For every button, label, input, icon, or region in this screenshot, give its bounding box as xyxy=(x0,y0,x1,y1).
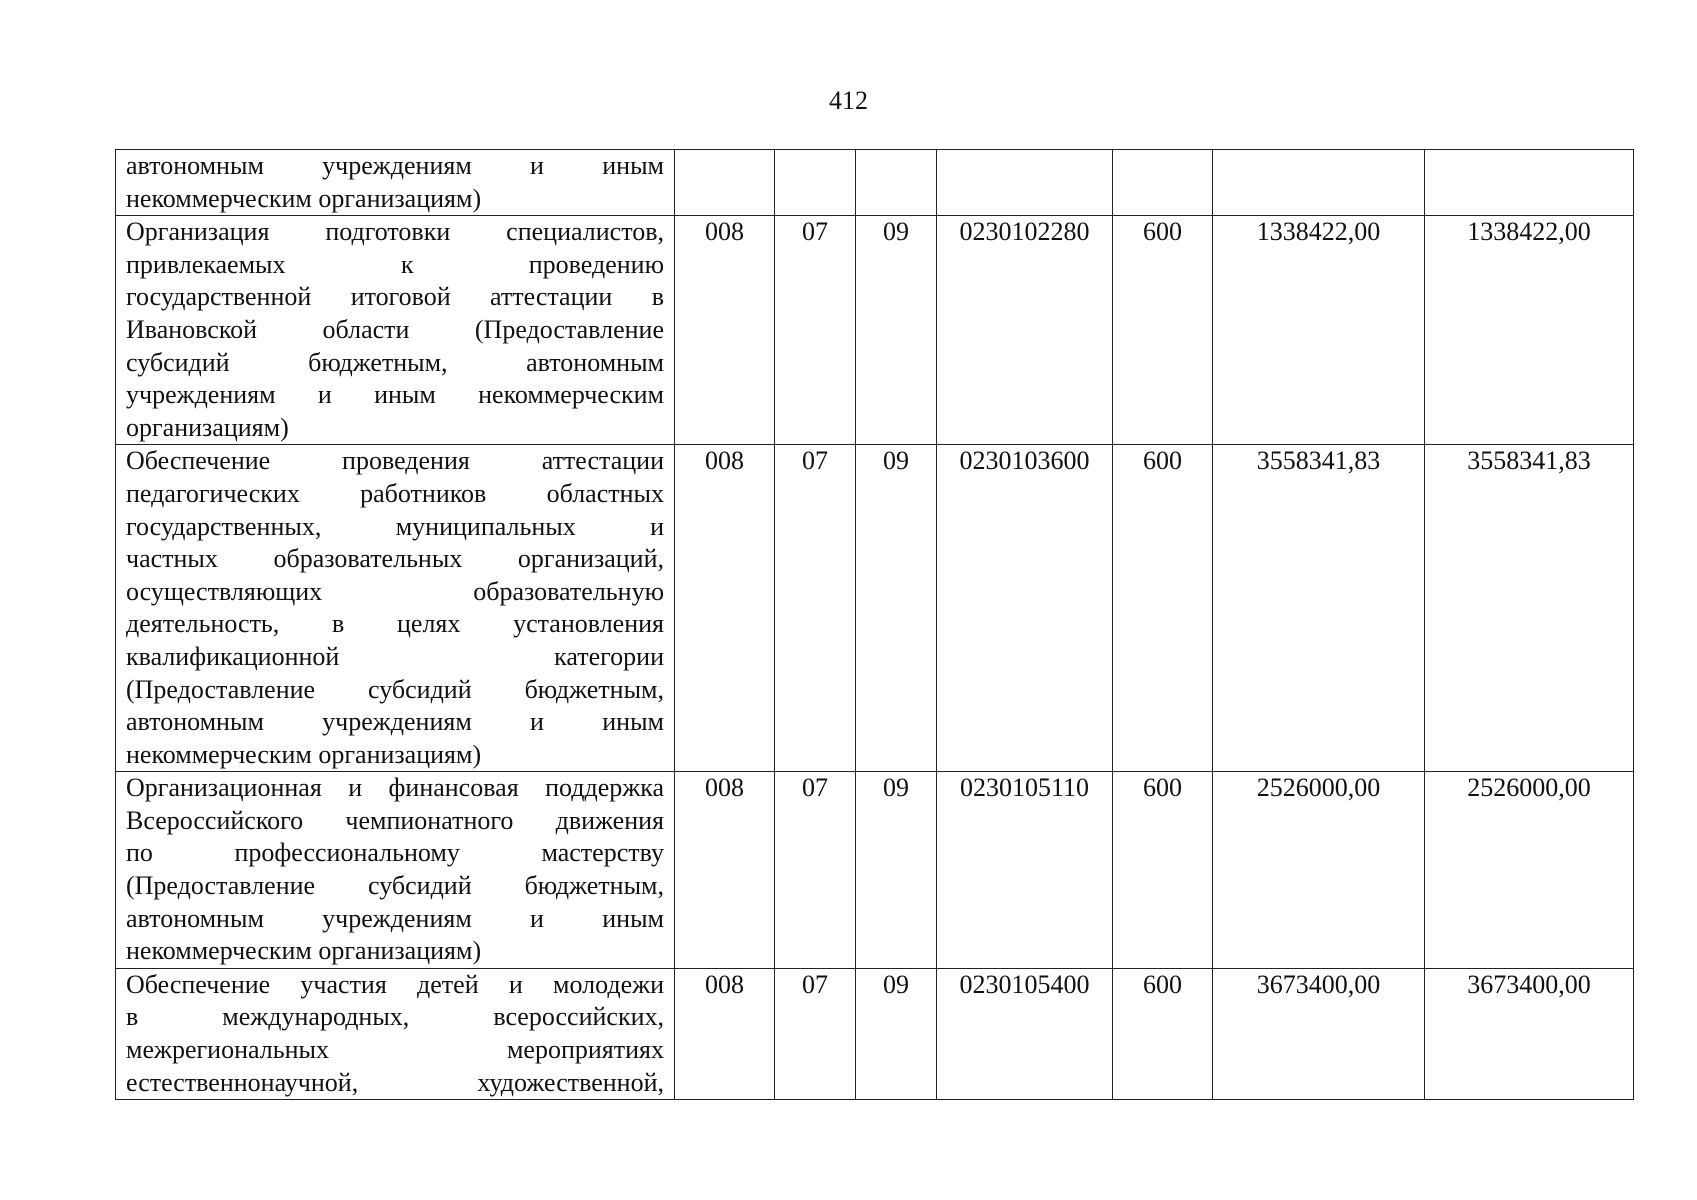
expense-type-cell: 600 xyxy=(1113,772,1213,969)
ministry-code-cell: 008 xyxy=(675,772,775,969)
description-line: Обеспечение участия детей и молодежи xyxy=(126,969,664,999)
description-line: в международных, всероссийских, xyxy=(126,1002,664,1032)
description-line: Всероссийского чемпионатного движения xyxy=(126,805,664,835)
amount-cell-1: 3558341,83 xyxy=(1213,445,1425,772)
subsection-code-cell xyxy=(856,150,937,216)
subsection-code-cell: 09 xyxy=(856,968,937,1099)
description-line: квалификационной категории xyxy=(126,641,664,671)
ministry-code-cell: 008 xyxy=(675,445,775,772)
target-article-cell: 0230105400 xyxy=(937,968,1113,1099)
amount-cell-1: 3673400,00 xyxy=(1213,968,1425,1099)
target-article-cell: 0230102280 xyxy=(937,216,1113,445)
subsection-code-cell: 09 xyxy=(856,772,937,969)
target-article-cell: 0230105110 xyxy=(937,772,1113,969)
description-line: государственной итоговой аттестации в xyxy=(126,282,664,312)
table-row xyxy=(116,445,1634,772)
table-row xyxy=(116,150,1634,216)
description-line: (Предоставление субсидий бюджетным, xyxy=(126,871,664,901)
table-row xyxy=(116,772,1634,969)
expense-type-cell: 600 xyxy=(1113,216,1213,445)
amount-cell-1: 2526000,00 xyxy=(1213,772,1425,969)
expense-type-cell: 600 xyxy=(1113,968,1213,1099)
ministry-code-cell: 008 xyxy=(675,216,775,445)
row-description xyxy=(116,150,675,216)
amount-cell-2: 3673400,00 xyxy=(1425,968,1634,1099)
description-line: естественнонаучной, художественной, xyxy=(126,1067,664,1097)
target-article-cell xyxy=(937,150,1113,216)
row-description xyxy=(116,216,675,445)
row-description xyxy=(116,772,675,969)
description-line: осуществляющих образовательную xyxy=(126,576,664,606)
expense-type-cell: 600 xyxy=(1113,445,1213,772)
description-line: (Предоставление субсидий бюджетным, xyxy=(126,674,664,704)
table-row xyxy=(116,968,1634,1099)
amount-cell-1 xyxy=(1213,150,1425,216)
section-code-cell: 07 xyxy=(775,216,856,445)
amount-cell-1: 1338422,00 xyxy=(1213,216,1425,445)
amount-cell-2: 3558341,83 xyxy=(1425,445,1634,772)
description-line: автономным учреждениям и иным xyxy=(126,151,664,180)
target-article-cell: 0230103600 xyxy=(937,445,1113,772)
table-row xyxy=(116,216,1634,445)
description-line: межрегиональных мероприятиях xyxy=(126,1035,664,1065)
description-line: Обеспечение проведения аттестации xyxy=(126,446,664,476)
description-line: автономным учреждениям и иным xyxy=(126,903,664,933)
row-description xyxy=(116,968,675,1099)
description-line: учреждениям и иным некоммерческим xyxy=(126,380,664,410)
subsection-code-cell: 09 xyxy=(856,445,937,772)
subsection-code-cell: 09 xyxy=(856,216,937,445)
description-line: Организационная и финансовая поддержка xyxy=(126,773,664,803)
expense-type-cell xyxy=(1113,150,1213,216)
description-line: государственных, муниципальных и xyxy=(126,511,664,541)
description-line: Организация подготовки специалистов, xyxy=(126,217,664,247)
description-line: организациям) xyxy=(126,412,289,442)
row-description xyxy=(116,445,675,772)
description-line: педагогических работников областных xyxy=(126,478,664,508)
ministry-code-cell xyxy=(675,150,775,216)
description-line: частных образовательных организаций, xyxy=(126,544,664,574)
description-line: некоммерческим организациям) xyxy=(126,183,482,213)
amount-cell-2: 1338422,00 xyxy=(1425,216,1634,445)
description-line: Ивановской области (Предоставление xyxy=(126,314,664,344)
budget-table-body xyxy=(116,150,1634,1100)
description-line: привлекаемых к проведению xyxy=(126,249,664,279)
description-line: автономным учреждениям и иным xyxy=(126,707,664,737)
description-line: по профессиональному мастерству xyxy=(126,838,664,868)
budget-table xyxy=(115,149,1634,1100)
amount-cell-2 xyxy=(1425,150,1634,216)
description-line: некоммерческим организациям) xyxy=(126,739,482,769)
section-code-cell: 07 xyxy=(775,968,856,1099)
description-line: деятельность, в целях установления xyxy=(126,609,664,639)
page-number: 412 xyxy=(829,86,868,115)
section-code-cell xyxy=(775,150,856,216)
section-code-cell: 07 xyxy=(775,772,856,969)
description-line: некоммерческим организациям) xyxy=(126,936,482,966)
amount-cell-2: 2526000,00 xyxy=(1425,772,1634,969)
ministry-code-cell: 008 xyxy=(675,968,775,1099)
section-code-cell: 07 xyxy=(775,445,856,772)
description-line: субсидий бюджетным, автономным xyxy=(126,347,664,377)
